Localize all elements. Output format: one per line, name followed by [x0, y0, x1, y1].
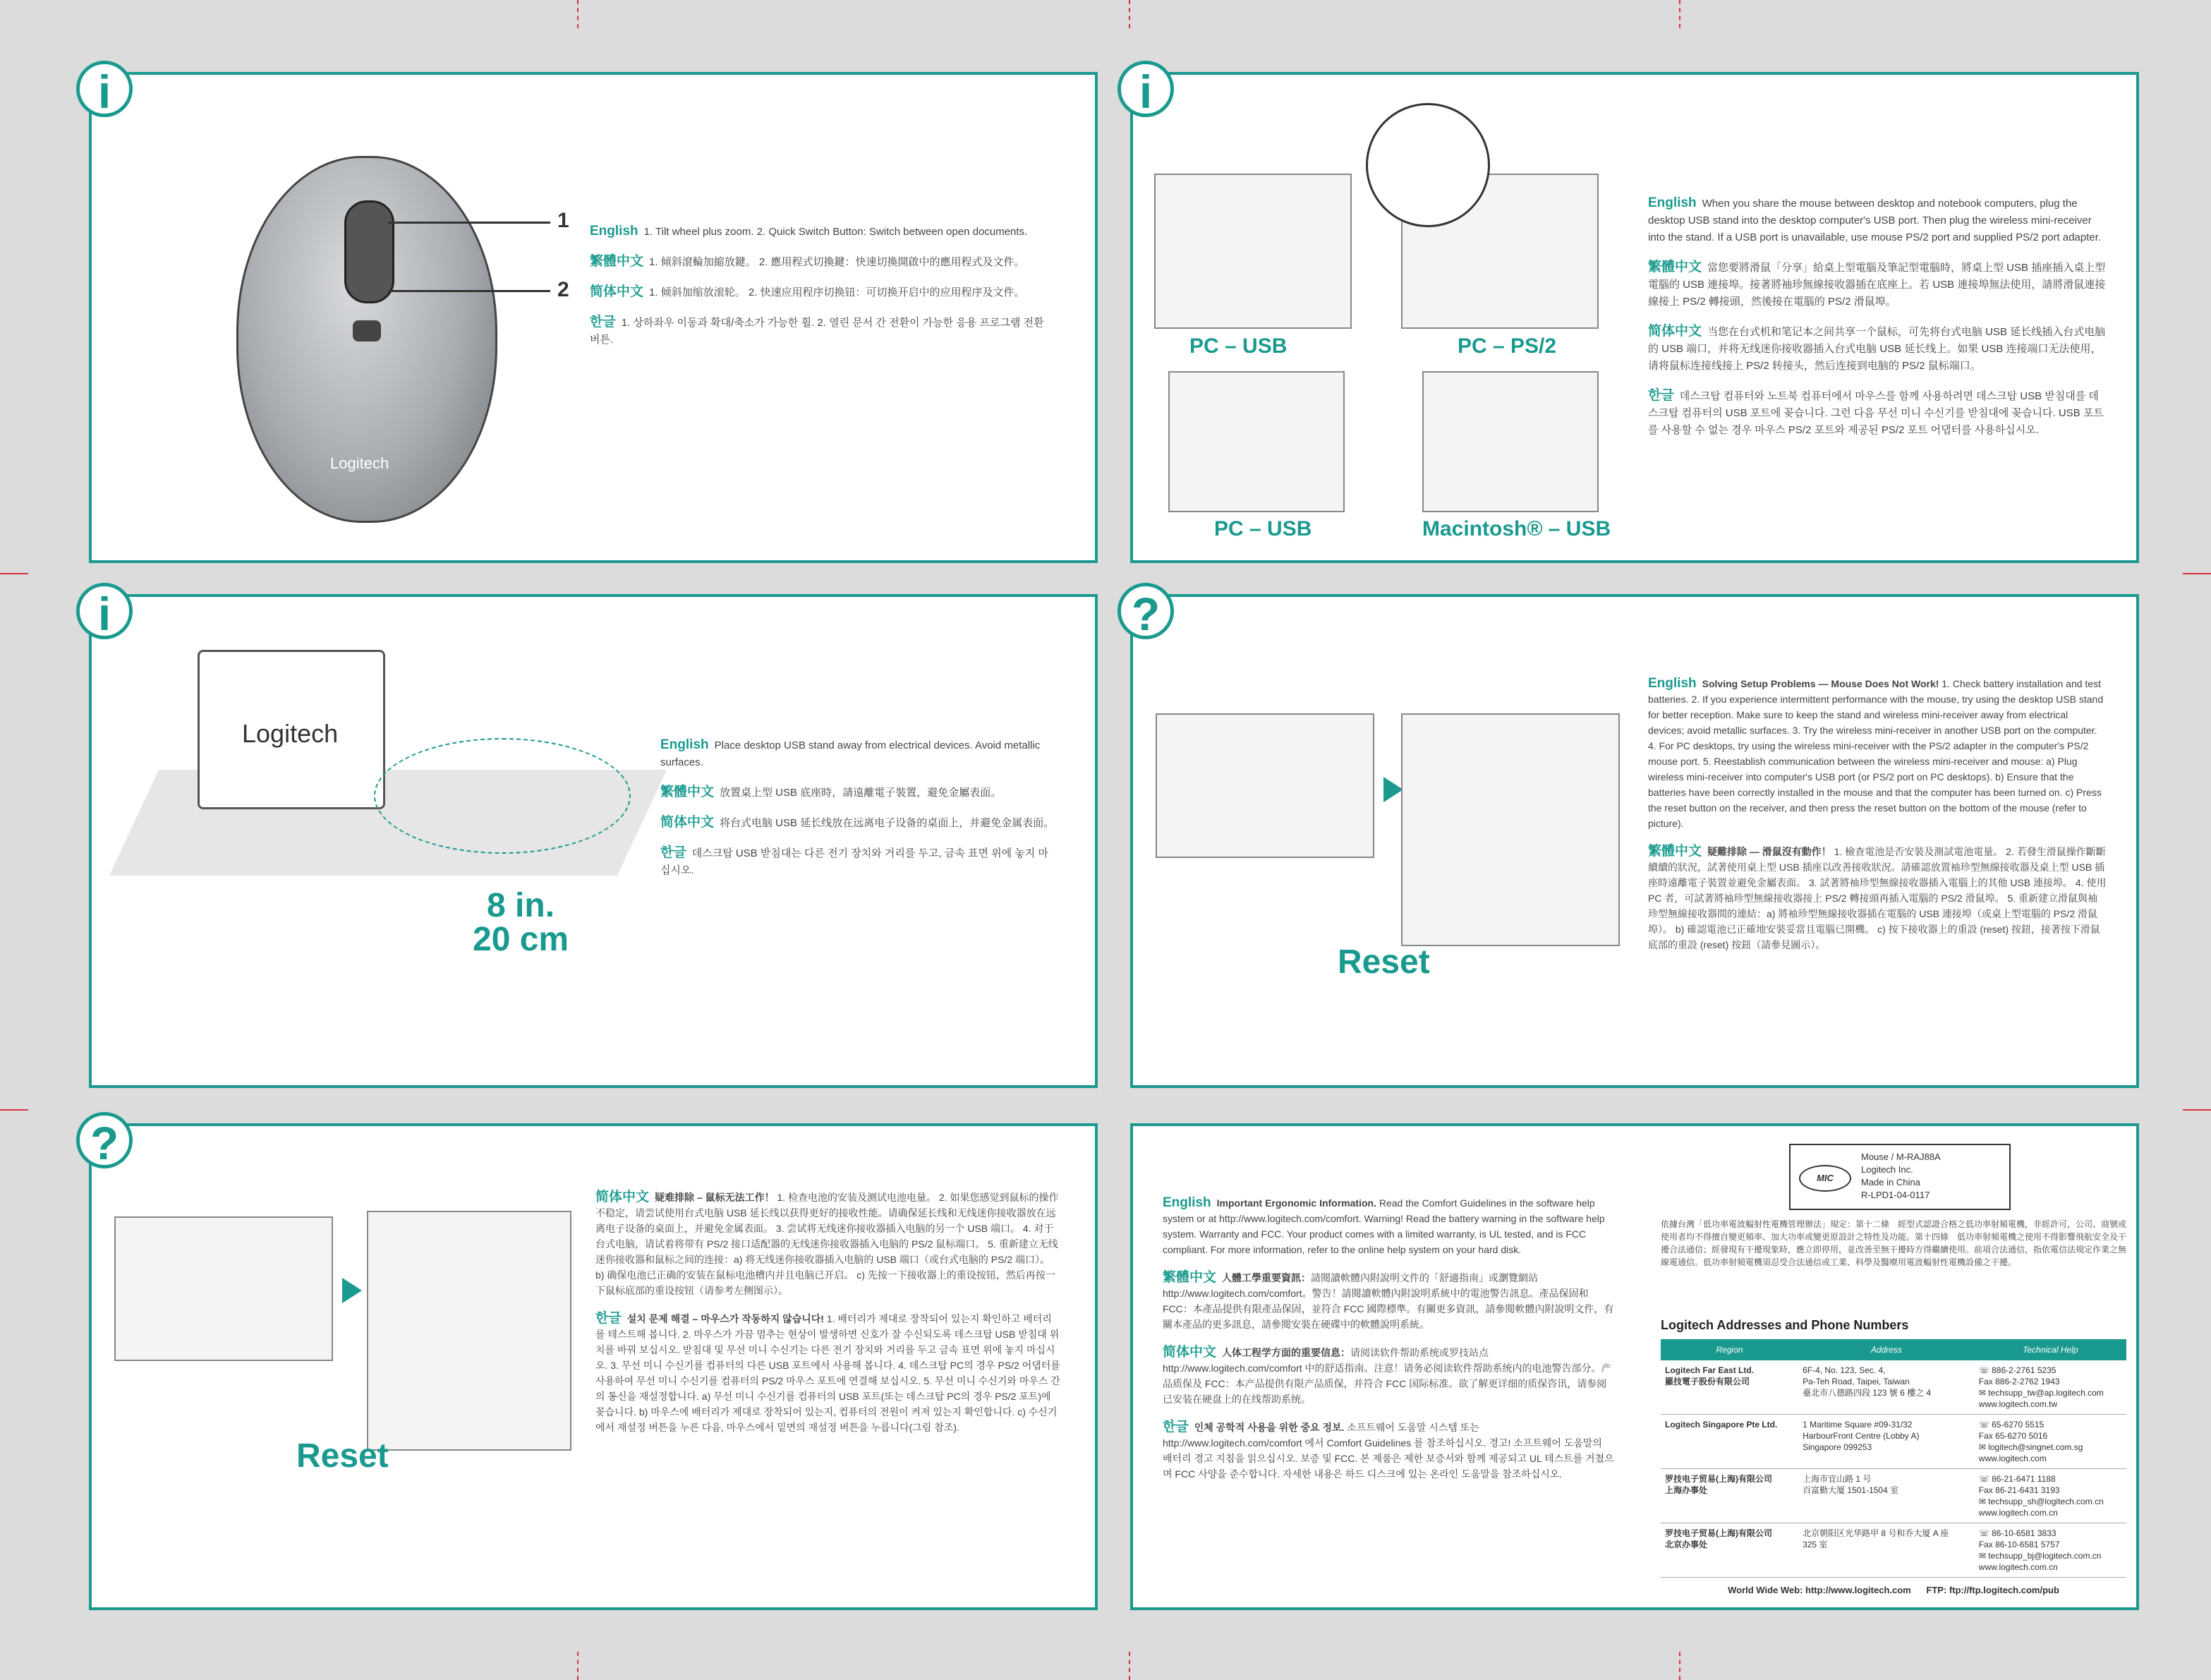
- panel-connection: [1130, 72, 2139, 563]
- distance-inches: 8 in.: [487, 887, 555, 924]
- table-row: [1661, 1360, 2126, 1415]
- receiver-illustration: [114, 1216, 333, 1361]
- table-cell-help: ☏ 886-2-2761 5235 Fax 886-2-2762 1943 ✉ techsupp_tw@ap.logitech.com www.logitech.com.tw: [1975, 1360, 2126, 1415]
- info-icon: i: [1117, 61, 1174, 117]
- ergonomic-text: English Important Ergonomic Information. Read the Comfort Guidelines in the software help system or at http://www.logitech.com/comfort. Warning! Read the battery warning in the software help system. Warranty and FCC. Your product comes with a limited warranty, is UL tested, and is FCC compliant. For more information, refer to the online help system on your hard disk. 繁體中文 人體工學重要資訊：請閱讀軟體內附說明文件的「舒適指南」或瀏覽網站 http://www.logitech.com/comfort。警告！請閱讀軟體內附說明系統中的電池警告訊息。產品保固和 FCC：本產品提供有限產品保固，並符合 FCC 國際標準。有關更多資訊，請參閱軟體內附說明文件，有關本產品的更多訊息，請參閱安裝在硬碟中的軟體說明系統。 简体中文 人体工程学方面的重要信息：请阅读软件帮助系统或罗技站点 http://www.logitech.com/comfort 中的舒适指南。注意！请务必阅读软件帮助系统内的电池警告部分。产品质保及 FCC：本产品提供有限产品质保，并符合 FCC 国际标准。欲了解更详细的质保咨讯，请参阅已安装在硬盘上的在线帮助系统。 한글 인체 공학적 사용을 위한 중요 정보. 소프트웨어 도움말 시스템 또는 http://www.logitech.com/comfort 에서 Comfort Guidelines 를 참조하십시오. 경고! 소프트웨어 도움말의 배터리 경고 지침을 읽으십시오. 보증 및 FCC. 본 제품은 제한 보증서와 함께 제공되고 UL 테스트를 거쳤으며 FCC 사양을 준수합니다. 자세한 내용은 하드 디스크에 있는 온라인 도움말을 참조하십시오.: [1163, 1195, 1614, 1480]
- callout-line-2: [388, 290, 550, 292]
- callout-number-2: 2: [557, 278, 569, 301]
- callout-line-1: [388, 222, 550, 224]
- panel-troubleshoot-cn-ko: [89, 1123, 1098, 1610]
- callout-number-1: 1: [557, 209, 569, 232]
- connection-text: English When you share the mouse between desktop and notebook computers, plug the desktop USB stand into the desktop computer's USB port. Then plug the wireless mini-receiver into the stand. If a USB port is unavailable, use mouse PS/2 port and supplied PS/2 port adapter. 繁體中文 當您要將滑鼠「分享」給桌上型電腦及筆記型電腦時，將桌上型 USB 插座插入桌上型電腦的 USB 連接埠。接著將袖珍無線接收器插在底座上。若 USB 連接埠無法使用，請將滑鼠連接線接上 PS/2 轉接頭，然後接在電腦的 PS/2 滑鼠埠。 简体中文 当您在台式机和笔记本之间共享一个鼠标，可先将台式电脑 USB 延长线插入台式电脑的 USB 端口，并将无线迷你接收器插入台式电脑 USB 延长线上。如果 USB 连接端口无法使用，请将鼠标连接线接上 PS/2 转接头，然后连接到电脑的 PS/2 鼠标端口。 한글 데스크탑 컴퓨터와 노트북 컴퓨터에서 마우스를 함께 사용하려면 데스크탑 USB 받침대를 데스크탑 컴퓨터의 USB 포트에 꽂습니다. 그런 다음 무선 미니 수신기를 받침대에 꽂습니다. USB 포트를 사용할 수 없는 경우 마우스 PS/2 포트와 제공된 PS/2 포트 어댑터를 사용하십시오.: [1648, 195, 2106, 436]
- table-cell-region: Logitech Far East Ltd. 羅技電子股份有限公司: [1661, 1360, 1798, 1415]
- table-cell-region: 罗技电子贸易(上海)有限公司 上海办事处: [1661, 1469, 1798, 1523]
- caption-pc-ps2: PC – PS/2: [1458, 334, 1557, 358]
- panel-ergonomic-addresses: [1130, 1123, 2139, 1610]
- table-cell-help: ☏ 86-10-6581 3833 Fax 86-10-6581 5757 ✉ techsupp_bj@logitech.com.cn www.logitech.com.cn: [1975, 1523, 2126, 1578]
- table-header-cell: Region: [1661, 1339, 1798, 1360]
- table-header-cell: Address: [1798, 1339, 1975, 1360]
- reset-label: Reset: [1338, 943, 1430, 981]
- mouse-bottom-illustration: [367, 1211, 571, 1451]
- crop-mark: [1129, 0, 1132, 28]
- ps2-connector-circle: [1366, 103, 1490, 227]
- table-row: [1661, 1469, 2126, 1523]
- mouse-bottom-illustration: [1401, 713, 1620, 946]
- regulatory-label: [1789, 1144, 2011, 1210]
- mic-logo: MIC: [1799, 1165, 1851, 1192]
- info-icon: i: [76, 583, 133, 639]
- receiver-illustration: [1156, 713, 1374, 858]
- addresses-table: [1661, 1339, 2126, 1578]
- panel-placement: [89, 594, 1098, 1088]
- features-text: English 1. Tilt wheel plus zoom. 2. Quick Switch Button: Switch between open documents. 繁體中文 1. 傾斜滾輪加縮放鍵。 2. 應用程式切換鍵：快速切換開啟中的應用程式及文件。 简体中文 1. 倾斜加缩放滚轮。 2. 快速应用程序切换钮：可切换开启中的应用程序及文件。 한글 1. 상하좌우 이동과 확대/축소가 가능한 휠. 2. 열린 문서 간 전환이 가능한 응용 프로그램 전환 버튼.: [590, 224, 1044, 346]
- placement-text: English Place desktop USB stand away from electrical devices. Avoid metallic surfaces. 繁體中文 放置桌上型 USB 底座時，請遠離電子裝置，避免金屬表面。 简体中文 将台式电脑 USB 延长线放在远离电子设备的桌面上，并避免金属表面。 한글 데스크탑 USB 받침대는 다른 전기 장치와 거리를 두고, 금속 표면 위에 놓지 마십시오.: [660, 737, 1055, 876]
- table-cell-region: 罗技电子贸易(上海)有限公司 北京办事处: [1661, 1523, 1798, 1578]
- panel-mouse-features: [89, 72, 1098, 563]
- crop-mark: [1679, 0, 1682, 28]
- panel-troubleshoot-en-tw: [1130, 594, 2139, 1088]
- table-row: [1661, 1523, 2126, 1578]
- mac-usb-illustration: [1422, 371, 1599, 512]
- crop-mark: [577, 1652, 580, 1680]
- pc-usb-illustration: [1154, 174, 1352, 329]
- monitor-logo: Logitech: [242, 719, 339, 748]
- distance-zone: [374, 738, 631, 854]
- mouse-logo: Logitech: [330, 454, 389, 472]
- table-cell-address: 上海市宜山路 1 号 百富勤大厦 1501-1504 室: [1798, 1469, 1975, 1523]
- mouse-illustration: [236, 156, 497, 523]
- caption-pc-usb: PC – USB: [1189, 334, 1288, 358]
- addresses-body: [1661, 1360, 2126, 1578]
- tilt-wheel: [344, 200, 394, 303]
- table-cell-region: Logitech Singapore Pte Ltd.: [1661, 1415, 1798, 1469]
- table-header-cell: Technical Help: [1975, 1339, 2126, 1360]
- distance-cm: 20 cm: [473, 921, 569, 958]
- crop-mark: [2183, 573, 2211, 574]
- crop-mark: [577, 0, 580, 28]
- taiwan-regulation-text: 依據台灣「低功率電波輻射性電機管理辦法」規定：第十二條 經型式認證合格之低功率射頻電機，非經許可，公司、商號或使用者均不得擅自變更頻率、加大功率或變更原設計之特性及功能。第十四條 低功率射頻電機之使用不得影響飛航安全及干擾合法通信；經發現有干擾現象時，應立即停用，並改善至無干擾時方得繼續使用。前項合法通信，指依電信法規定作業之無線電通信。低功率射頻電機須忍受合法通信或工業、科學及醫療用電波輻射性電機設備之干擾。: [1661, 1219, 2127, 1267]
- arrow-icon: [1383, 777, 1403, 802]
- troubleshoot-text: English Solving Setup Problems — Mouse Does Not Work! 1. Check battery installation and test batteries. 2. If you experience intermittent performance with the mouse, try using the desktop USB stand for better reception. Make sure to keep the stand and wireless mini-receiver away from electrical devices; avoid metallic surfaces. 3. Try the wireless mini-receiver in another USB port on the computer. 4. For PC desktops, try using the wireless mini-receiver with the PS/2 adapter in the computer's PS/2 mouse port. 5. Reestablish communication between the wireless mini-receiver and mouse: a) Plug wireless mini-receiver into computer's USB port (or PS/2 port on PC desktops). b) Ensure that the batteries have been correctly installed in the mouse and that the computer has been turned on. c) Press the reset button on the receiver, and then press the reset button on the bottom of the mouse (refer to picture). 繁體中文 疑難排除 — 滑鼠沒有動作！ 1. 檢查電池是否安裝及測試電池電量。 2. 若發生滑鼠操作斷斷續續的狀況，試著使用桌上型 USB 插座以改善接收狀況。請確認放置袖珍型無線接收器及桌上型 USB 插座時遠離電子裝置並避免金屬表面。 3. 試著將袖珍型無線接收器插入電腦上的其他 USB 連接埠。 4. 使用 PC 者，可試著將袖珍型無線接收器接上 PS/2 轉接頭再插入電腦的 PS/2 滑鼠埠。 5. 重新建立滑鼠與袖珍型無線接收器間的連結：a) 將袖珍型無線接收器插在電腦的 USB 連接埠（或桌上型電腦的 PS/2 滑鼠埠）。 b) 確認電池已正確地安裝妥當且電腦已開機。 c) 按下接收器上的重設 (reset) 按鈕，接著按下滑鼠底部的重設 (reset) 按鈕（請參見圖示）。: [1648, 676, 2107, 950]
- caption-notebook-usb: PC – USB: [1214, 517, 1312, 540]
- addresses-footer: World Wide Web: http://www.logitech.com FTP: ftp://ftp.logitech.com/pub: [1728, 1585, 2059, 1595]
- caption-mac-usb: Macintosh® – USB: [1422, 517, 1611, 540]
- table-row: [1661, 1415, 2126, 1469]
- addresses-title: Logitech Addresses and Phone Numbers: [1661, 1318, 1909, 1332]
- table-cell-address: 北京朝阳区光华路甲 8 号和乔大厦 A 座 325 室: [1798, 1523, 1975, 1578]
- table-cell-help: ☏ 86-21-6471 1188 Fax 86-21-6431 3193 ✉ techsupp_sh@logitech.com.cn www.logitech.com.cn: [1975, 1469, 2126, 1523]
- label-text: Mouse / M-RAJ88A Logitech Inc. Made in China R-LPD1-04-0117: [1861, 1152, 1941, 1200]
- help-icon: ?: [76, 1112, 133, 1168]
- table-cell-help: ☏ 65-6270 5515 Fax 65-6270 5016 ✉ logitech@singnet.com.sg www.logitech.com: [1975, 1415, 2126, 1469]
- crop-mark: [1129, 1652, 1132, 1680]
- crop-mark: [2183, 1109, 2211, 1111]
- notebook-usb-illustration: [1168, 371, 1345, 512]
- addresses-header-row: [1661, 1339, 2126, 1360]
- quick-switch-button: [353, 320, 381, 342]
- troubleshoot-text: 简体中文 疑难排除 – 鼠标无法工作！ 1. 检查电池的安装及测试电池电量。 2. 如果您感觉到鼠标的操作不稳定，请尝试使用台式电脑 USB 延长线以获得更好的接收性能。请确保延长线和无线迷你接收器放在远离电子设备的桌面上，并避免金属表面。 3. 尝试将无线迷你接收器插入电脑的另一个 USB 端口。 4. 对于台式电脑，请试着将带有 PS/2 接口适配器的无线迷你接收器插入电脑的 PS/2 鼠标端口。 5. 重新建立无线迷你接收器和鼠标之间的连接：a) 将无线迷你接收器插入电脑的 USB 端口（或台式电脑的 PS/2 端口）。 b) 确保电池已正确的安装在鼠标电池槽内并且电脑已开启。 c) 先按一下接收器上的重设按钮，然后再按一下鼠标底部的重设按钮（请参考左侧图示）。 한글 설치 문제 해결 – 마우스가 작동하지 않습니다! 1. 배터리가 제대로 장착되어 있는지 확인하고 배터리를 테스트해 봅니다. 2. 마우스가 가끔 멈추는 현상이 발생하면 신호가 잘 수신되도록 데스크탑 USB 받침대 위치를 바꿔 보십시오. 받침대 및 무선 미니 수신기는 다른 전기 장치와 거리를 두고 금속 표면 위에 놓지 마십시오. 3. 무선 미니 수신기를 컴퓨터의 다른 USB 포트에서 사용해 봅니다. 4. 데스크탑 PC의 경우 PS/2 어댑터를 사용하여 무선 미니 수신기를 컴퓨터의 PS/2 마우스 포트에 연결해 보십시오. 5. 무선 미니 수신기와 마우스 간의 통신을 재설정합니다. a) 무선 미니 수신기를 컴퓨터의 USB 포트(또는 데스크탑 PC의 경우 PS/2 포트)에 꽂습니다. b) 마우스에 배터리가 제대로 장착되어 있는지, 컴퓨터의 전원이 켜져 있는지 확인합니다. c) 수신기에서 재설정 버튼을 누른 다음, 마우스에서 밑면의 재설정 버튼을 누릅니다(그림 참조).: [595, 1190, 1060, 1433]
- crop-mark: [0, 1109, 28, 1111]
- addresses-table-wrap: [1661, 1339, 2126, 1595]
- crop-mark: [1679, 1652, 1682, 1680]
- crop-mark: [0, 573, 28, 574]
- arrow-icon: [342, 1278, 362, 1303]
- info-icon: i: [76, 61, 133, 117]
- monitor-illustration: [198, 650, 385, 809]
- table-cell-address: 6F-4, No. 123, Sec. 4, Pa-Teh Road, Taipei, Taiwan 臺北市八德路四段 123 號 6 樓之 4: [1798, 1360, 1975, 1415]
- help-icon: ?: [1117, 583, 1174, 639]
- reset-label: Reset: [296, 1437, 389, 1475]
- table-cell-address: 1 Maritime Square #09-31/32 HarbourFront Centre (Lobby A) Singapore 099253: [1798, 1415, 1975, 1469]
